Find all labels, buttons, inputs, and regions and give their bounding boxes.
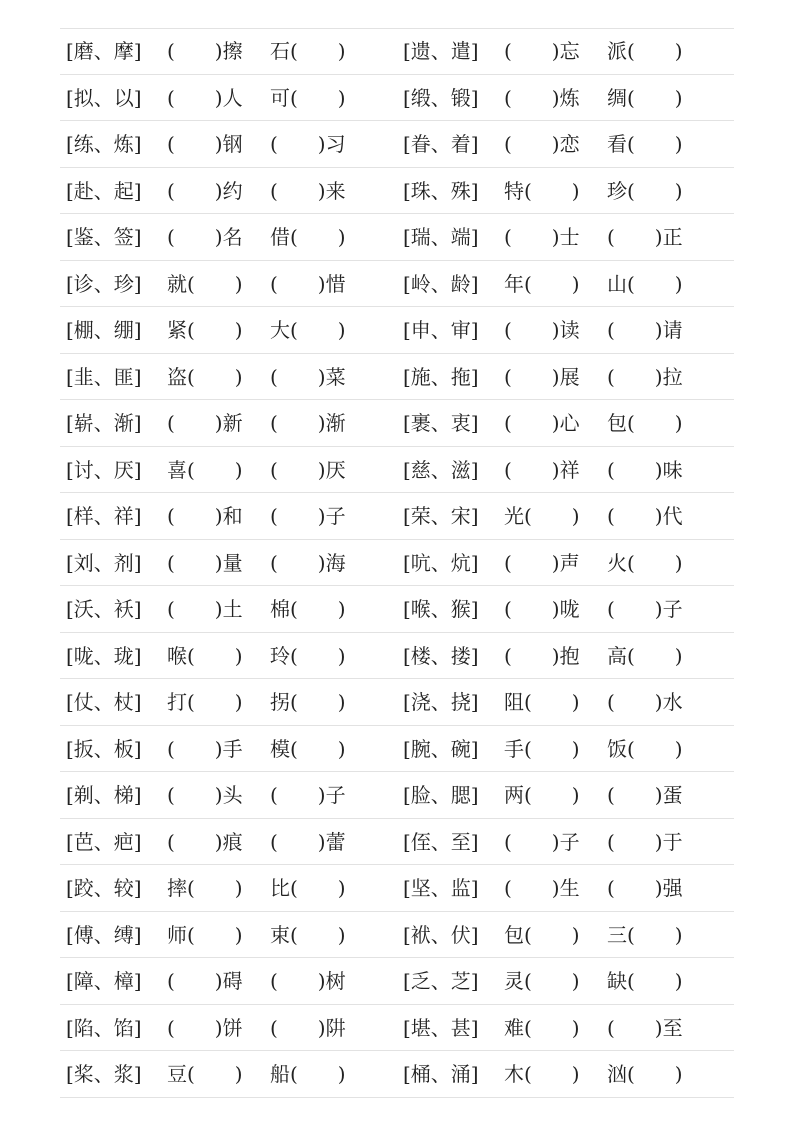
exercise-item-left — [66, 493, 373, 539]
exercise-item-right — [403, 865, 710, 911]
fill-term-2: ( )味 — [607, 457, 683, 482]
fill-term-2: ( )水 — [607, 690, 683, 714]
fill-term-2: 比( ) — [270, 876, 346, 900]
exercise-row — [60, 772, 734, 819]
exercise-row — [60, 912, 734, 959]
char-pair: [桶、涌] — [403, 1062, 479, 1086]
fill-term-1: ( )生 — [504, 876, 580, 900]
fill-term-2: ( )代 — [607, 504, 683, 528]
fill-term-2: ( )拉 — [607, 364, 683, 389]
char-pair: [吭、炕] — [403, 550, 479, 575]
char-pair: [陷、馅] — [66, 1015, 142, 1040]
exercise-item-right — [403, 912, 710, 958]
exercise-item-right — [403, 214, 710, 260]
fill-term-2: 石( ) — [270, 39, 346, 63]
char-pair: [棚、绷] — [66, 318, 142, 342]
fill-term-1: ( )炼 — [504, 85, 580, 110]
exercise-row — [60, 865, 734, 912]
exercise-row — [60, 121, 734, 168]
exercise-item-left — [66, 679, 373, 725]
fill-term-1: ( )和 — [167, 504, 243, 528]
char-pair: [磨、摩] — [66, 39, 142, 63]
exercise-row — [60, 261, 734, 308]
fill-term-1: 摔( ) — [167, 876, 243, 900]
char-pair: [坚、监] — [403, 876, 479, 900]
char-pair: [讨、厌] — [66, 457, 142, 482]
exercise-item-right — [403, 772, 710, 818]
fill-term-2: 借( ) — [270, 225, 346, 249]
char-pair: [眷、着] — [403, 132, 479, 156]
fill-term-2: 汹( ) — [607, 1062, 683, 1086]
exercise-item-right — [403, 354, 710, 400]
exercise-item-right — [403, 726, 710, 772]
fill-term-1: ( )祥 — [504, 457, 580, 482]
fill-term-2: 可( ) — [270, 85, 346, 110]
exercise-rows — [60, 28, 734, 1098]
fill-term-2: ( )子 — [270, 783, 346, 807]
fill-term-2: 山( ) — [607, 271, 683, 296]
fill-term-1: 难( ) — [504, 1015, 580, 1040]
char-pair: [瑞、端] — [403, 225, 479, 249]
fill-term-2: 拐( ) — [270, 690, 346, 714]
char-pair: [袱、伏] — [403, 922, 479, 947]
char-pair: [咙、珑] — [66, 643, 142, 668]
char-pair: [缎、锻] — [403, 85, 479, 110]
exercise-row — [60, 540, 734, 587]
exercise-item-right — [403, 586, 710, 632]
fill-term-1: 阻( ) — [504, 690, 580, 714]
fill-term-2: 大( ) — [270, 318, 346, 342]
exercise-item-right — [403, 1051, 710, 1097]
char-pair: [鉴、签] — [66, 225, 142, 249]
fill-term-2: 看( ) — [607, 132, 683, 156]
fill-term-2: ( )渐 — [270, 411, 346, 435]
exercise-item-left — [66, 586, 373, 632]
exercise-item-left — [66, 819, 373, 865]
char-pair: [韭、匪] — [66, 364, 142, 389]
char-pair: [芭、疤] — [66, 829, 142, 854]
exercise-row — [60, 679, 734, 726]
fill-term-1: ( )新 — [167, 411, 243, 435]
fill-term-1: ( )咙 — [504, 597, 580, 621]
fill-term-1: 打( ) — [167, 690, 243, 714]
exercise-item-left — [66, 958, 373, 1004]
exercise-row — [60, 447, 734, 494]
exercise-item-right — [403, 121, 710, 167]
char-pair: [侄、至] — [403, 829, 479, 854]
fill-term-1: ( )擦 — [167, 39, 243, 63]
fill-term-1: ( )读 — [504, 318, 580, 342]
exercise-item-left — [66, 75, 373, 121]
char-pair: [荣、宋] — [403, 504, 479, 528]
exercise-item-right — [403, 75, 710, 121]
exercise-item-right — [403, 168, 710, 214]
fill-term-1: ( )碍 — [167, 969, 243, 993]
fill-term-2: 束( ) — [270, 922, 346, 947]
exercise-item-left — [66, 772, 373, 818]
fill-term-2: 模( ) — [270, 736, 346, 761]
char-pair: [腕、碗] — [403, 736, 479, 761]
exercise-row — [60, 168, 734, 215]
char-pair: [珠、殊] — [403, 178, 479, 203]
fill-term-1: ( )人 — [167, 85, 243, 110]
fill-term-1: 喉( ) — [167, 643, 243, 668]
exercise-row — [60, 633, 734, 680]
exercise-item-left — [66, 307, 373, 353]
exercise-item-left — [66, 633, 373, 679]
fill-term-2: 缺( ) — [607, 969, 683, 993]
fill-term-2: 珍( ) — [607, 178, 683, 203]
fill-term-1: ( )展 — [504, 364, 580, 389]
exercise-item-right — [403, 819, 710, 865]
fill-term-2: ( )请 — [607, 318, 683, 342]
exercise-item-right — [403, 307, 710, 353]
char-pair: [堪、甚] — [403, 1015, 479, 1040]
fill-term-2: 玲( ) — [270, 643, 346, 668]
exercise-item-left — [66, 865, 373, 911]
exercise-item-left — [66, 726, 373, 772]
char-pair: [仗、杖] — [66, 690, 142, 714]
fill-term-2: ( )树 — [270, 969, 346, 993]
fill-term-2: 三( ) — [607, 922, 683, 947]
exercise-item-left — [66, 1005, 373, 1051]
char-pair: [崭、渐] — [66, 411, 142, 435]
exercise-item-left — [66, 540, 373, 586]
exercise-row — [60, 354, 734, 401]
exercise-item-right — [403, 633, 710, 679]
char-pair: [裹、衷] — [403, 411, 479, 435]
fill-term-1: 手( ) — [504, 736, 580, 761]
fill-term-2: 棉( ) — [270, 597, 346, 621]
char-pair: [浇、挠] — [403, 690, 479, 714]
exercise-item-right — [403, 28, 710, 74]
fill-term-1: ( )抱 — [504, 643, 580, 668]
exercise-item-right — [403, 679, 710, 725]
char-pair: [脸、腮] — [403, 783, 479, 807]
fill-term-2: 包( ) — [607, 411, 683, 435]
char-pair: [慈、滋] — [403, 457, 479, 482]
fill-term-1: 盗( ) — [167, 364, 243, 389]
exercise-row — [60, 1051, 734, 1098]
fill-term-1: ( )士 — [504, 225, 580, 249]
fill-term-1: ( )土 — [167, 597, 243, 621]
char-pair: [楼、搂] — [403, 643, 479, 668]
fill-term-1: 紧( ) — [167, 318, 243, 342]
exercise-item-left — [66, 400, 373, 446]
char-pair: [乏、芝] — [403, 969, 479, 993]
fill-term-2: ( )习 — [270, 132, 346, 156]
exercise-row — [60, 75, 734, 122]
fill-term-1: ( )头 — [167, 783, 243, 807]
char-pair: [岭、龄] — [403, 271, 479, 296]
exercise-row — [60, 214, 734, 261]
exercise-item-right — [403, 958, 710, 1004]
fill-term-2: ( )惜 — [270, 271, 346, 296]
fill-term-1: 师( ) — [167, 922, 243, 947]
fill-term-2: 高( ) — [607, 643, 683, 668]
fill-term-1: 包( ) — [504, 922, 580, 947]
fill-term-2: ( )来 — [270, 178, 346, 203]
fill-term-1: ( )痕 — [167, 829, 243, 854]
fill-term-2: ( )海 — [270, 550, 346, 575]
exercise-item-right — [403, 447, 710, 493]
fill-term-1: 年( ) — [504, 271, 580, 296]
fill-term-1: ( )钢 — [167, 132, 243, 156]
exercise-item-left — [66, 354, 373, 400]
char-pair: [诊、珍] — [66, 271, 142, 296]
exercise-row — [60, 819, 734, 866]
exercise-item-left — [66, 28, 373, 74]
char-pair: [练、炼] — [66, 132, 142, 156]
fill-term-1: ( )名 — [167, 225, 243, 249]
fill-term-2: ( )阱 — [270, 1015, 346, 1040]
fill-term-1: ( )忘 — [504, 39, 580, 63]
fill-term-1: 木( ) — [504, 1062, 580, 1086]
char-pair: [遗、遣] — [403, 39, 479, 63]
fill-term-2: 火( ) — [607, 550, 683, 575]
exercise-item-left — [66, 168, 373, 214]
exercise-item-right — [403, 400, 710, 446]
fill-term-2: ( )蕾 — [270, 829, 346, 854]
fill-term-1: 喜( ) — [167, 457, 243, 482]
fill-term-1: 光( ) — [504, 504, 580, 528]
fill-term-2: 饭( ) — [607, 736, 683, 761]
exercise-row — [60, 726, 734, 773]
char-pair: [喉、猴] — [403, 597, 479, 621]
exercise-row — [60, 400, 734, 447]
char-pair: [沃、袄] — [66, 597, 142, 621]
exercise-row — [60, 28, 734, 75]
fill-term-1: ( )心 — [504, 411, 580, 435]
exercise-item-left — [66, 1051, 373, 1097]
fill-term-2: ( )厌 — [270, 457, 346, 482]
fill-term-1: ( )手 — [167, 736, 243, 761]
fill-term-1: 就( ) — [167, 271, 243, 296]
exercise-row — [60, 307, 734, 354]
fill-term-2: ( )强 — [607, 876, 683, 900]
fill-term-2: ( )子 — [607, 597, 683, 621]
fill-term-1: 灵( ) — [504, 969, 580, 993]
exercise-item-right — [403, 1005, 710, 1051]
fill-term-2: ( )至 — [607, 1015, 683, 1040]
exercise-row — [60, 586, 734, 633]
exercise-item-left — [66, 261, 373, 307]
char-pair: [申、审] — [403, 318, 479, 342]
char-pair: [扳、板] — [66, 736, 142, 761]
fill-term-2: ( )正 — [607, 225, 683, 249]
exercise-row — [60, 493, 734, 540]
fill-term-2: ( )于 — [607, 829, 683, 854]
fill-term-1: ( )声 — [504, 550, 580, 575]
char-pair: [赴、起] — [66, 178, 142, 203]
fill-term-1: 两( ) — [504, 783, 580, 807]
char-pair: [傅、缚] — [66, 922, 142, 947]
fill-term-1: 豆( ) — [167, 1062, 243, 1086]
fill-term-2: ( )子 — [270, 504, 346, 528]
exercise-item-right — [403, 540, 710, 586]
char-pair: [剃、梯] — [66, 783, 142, 807]
exercise-row — [60, 958, 734, 1005]
char-pair: [刘、剂] — [66, 550, 142, 575]
char-pair: [桨、浆] — [66, 1062, 142, 1086]
exercise-row — [60, 1005, 734, 1052]
fill-term-2: ( )菜 — [270, 364, 346, 389]
exercise-item-left — [66, 912, 373, 958]
exercise-item-right — [403, 493, 710, 539]
char-pair: [样、祥] — [66, 504, 142, 528]
char-pair: [障、樟] — [66, 969, 142, 993]
fill-term-1: ( )约 — [167, 178, 243, 203]
exercise-item-left — [66, 214, 373, 260]
fill-term-1: ( )子 — [504, 829, 580, 854]
char-pair: [跤、较] — [66, 876, 142, 900]
fill-term-1: ( )恋 — [504, 132, 580, 156]
fill-term-1: 特( ) — [504, 178, 580, 203]
fill-term-1: ( )饼 — [167, 1015, 243, 1040]
exercise-item-left — [66, 447, 373, 493]
fill-term-1: ( )量 — [167, 550, 243, 575]
exercise-item-left — [66, 121, 373, 167]
char-pair: [拟、以] — [66, 85, 142, 110]
fill-term-2: ( )蛋 — [607, 783, 683, 807]
exercise-item-right — [403, 261, 710, 307]
char-pair: [施、拖] — [403, 364, 479, 389]
fill-term-2: 船( ) — [270, 1062, 346, 1086]
fill-term-2: 派( ) — [607, 39, 683, 63]
fill-term-2: 绸( ) — [607, 85, 683, 110]
